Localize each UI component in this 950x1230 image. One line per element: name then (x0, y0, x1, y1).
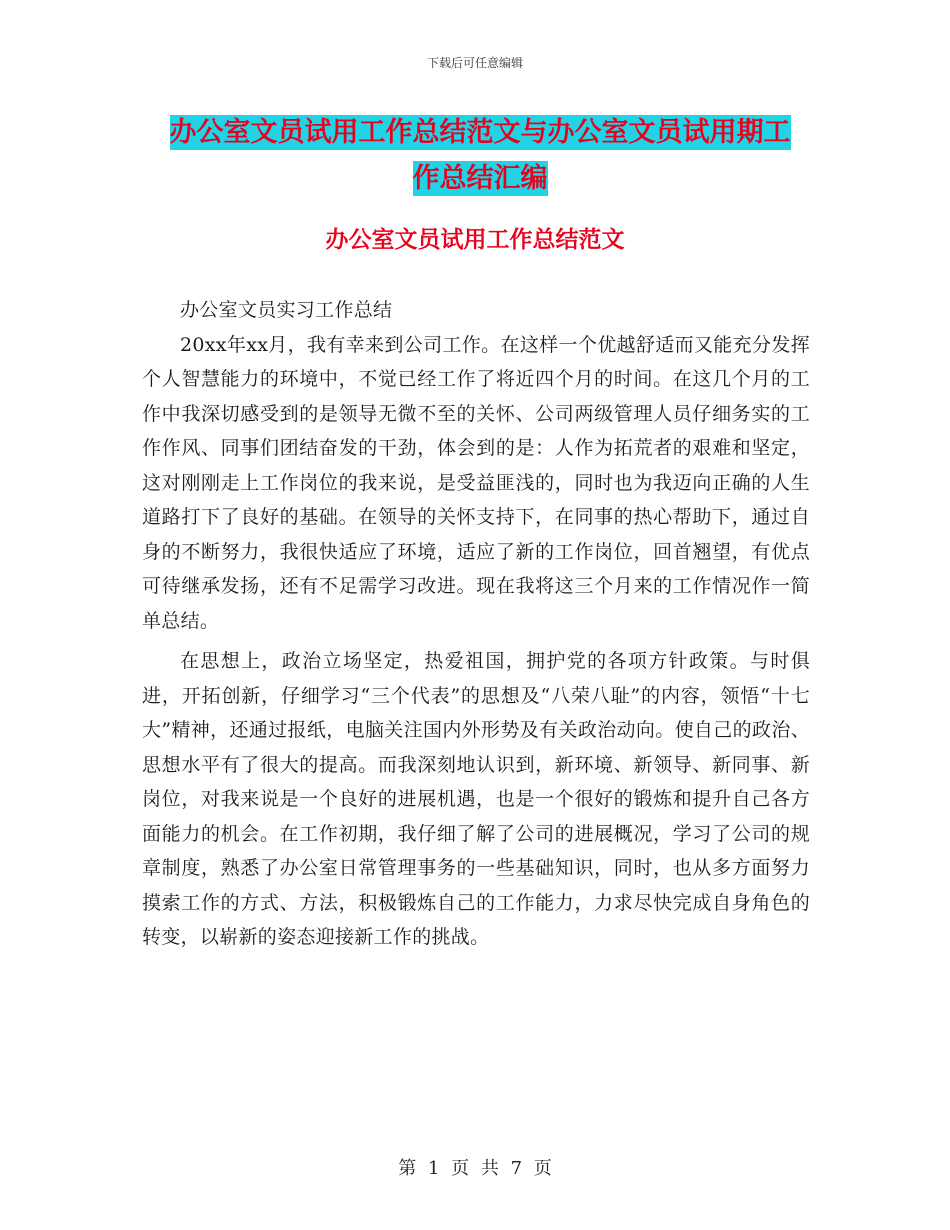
document-body (142, 293, 810, 955)
paragraph: 在思想上，政治立场坚定，热爱祖国，拥护党的各项方针政策。与时俱进，开拓创新，仔细学习“三个代表”的思想及“八荣八耻”的内容，领悟“十七大”精神，还通过报纸，电脑关注国内外形势及有关政治动向。使自己的政治、思想水平有了很大的提高。而我深刻地认识到，新环境、新领导、新同事、新岗位，对我来说是一个良好的进展机遇，也是一个很好的锻炼和提升自己各方面能力的机会。在工作初期，我仔细了解了公司的进展概况，学习了公司的规章制度，熟悉了办公室日常管理事务的一些基础知识，同时，也从多方面努力摸索工作的方式、方法，积极锻炼自己的工作能力，力求尽快完成自身角色的转变，以崭新的姿态迎接新工作的挑战。 (142, 650, 810, 948)
document-title-line-1: 办公室文员试用工作总结范文与办公室文员试用期工 (169, 117, 791, 148)
paragraph-subtitle: 办公室文员实习工作总结 (180, 299, 393, 321)
page-number: 第 1 页 共 7 页 (398, 1158, 552, 1179)
header-note: 下载后可任意编辑 (426, 56, 523, 70)
document-title (140, 110, 820, 202)
paragraph: 20xx年xx月，我有幸来到公司工作。在这样一个优越舒适而又能充分发挥个人智慧能力的环境中，不觉已经工作了将近四个月的时间。在这几个月的工作中我深切感受到的是领导无微不至的关怀、公司两级管理人员仔细务实的工作作风、同事们团结奋发的干劲，体会到的是：人作为拓荒者的艰难和坚定，这对刚刚走上工作岗位的我来说，是受益匪浅的，同时也为我迈向正确的人生道路打下了良好的基础。在领导的关怀支持下，在同事的热心帮助下，通过自身的不断努力，我很快适应了环境，适应了新的工作岗位，回首翘望，有优点可待继承发扬，还有不足需学习改进。现在我将这三个月来的工作情况作一简单总结。 (142, 333, 810, 632)
section-title: 办公室文员试用工作总结范文 (325, 227, 625, 253)
document-title-line-2: 作总结汇编 (412, 163, 548, 194)
